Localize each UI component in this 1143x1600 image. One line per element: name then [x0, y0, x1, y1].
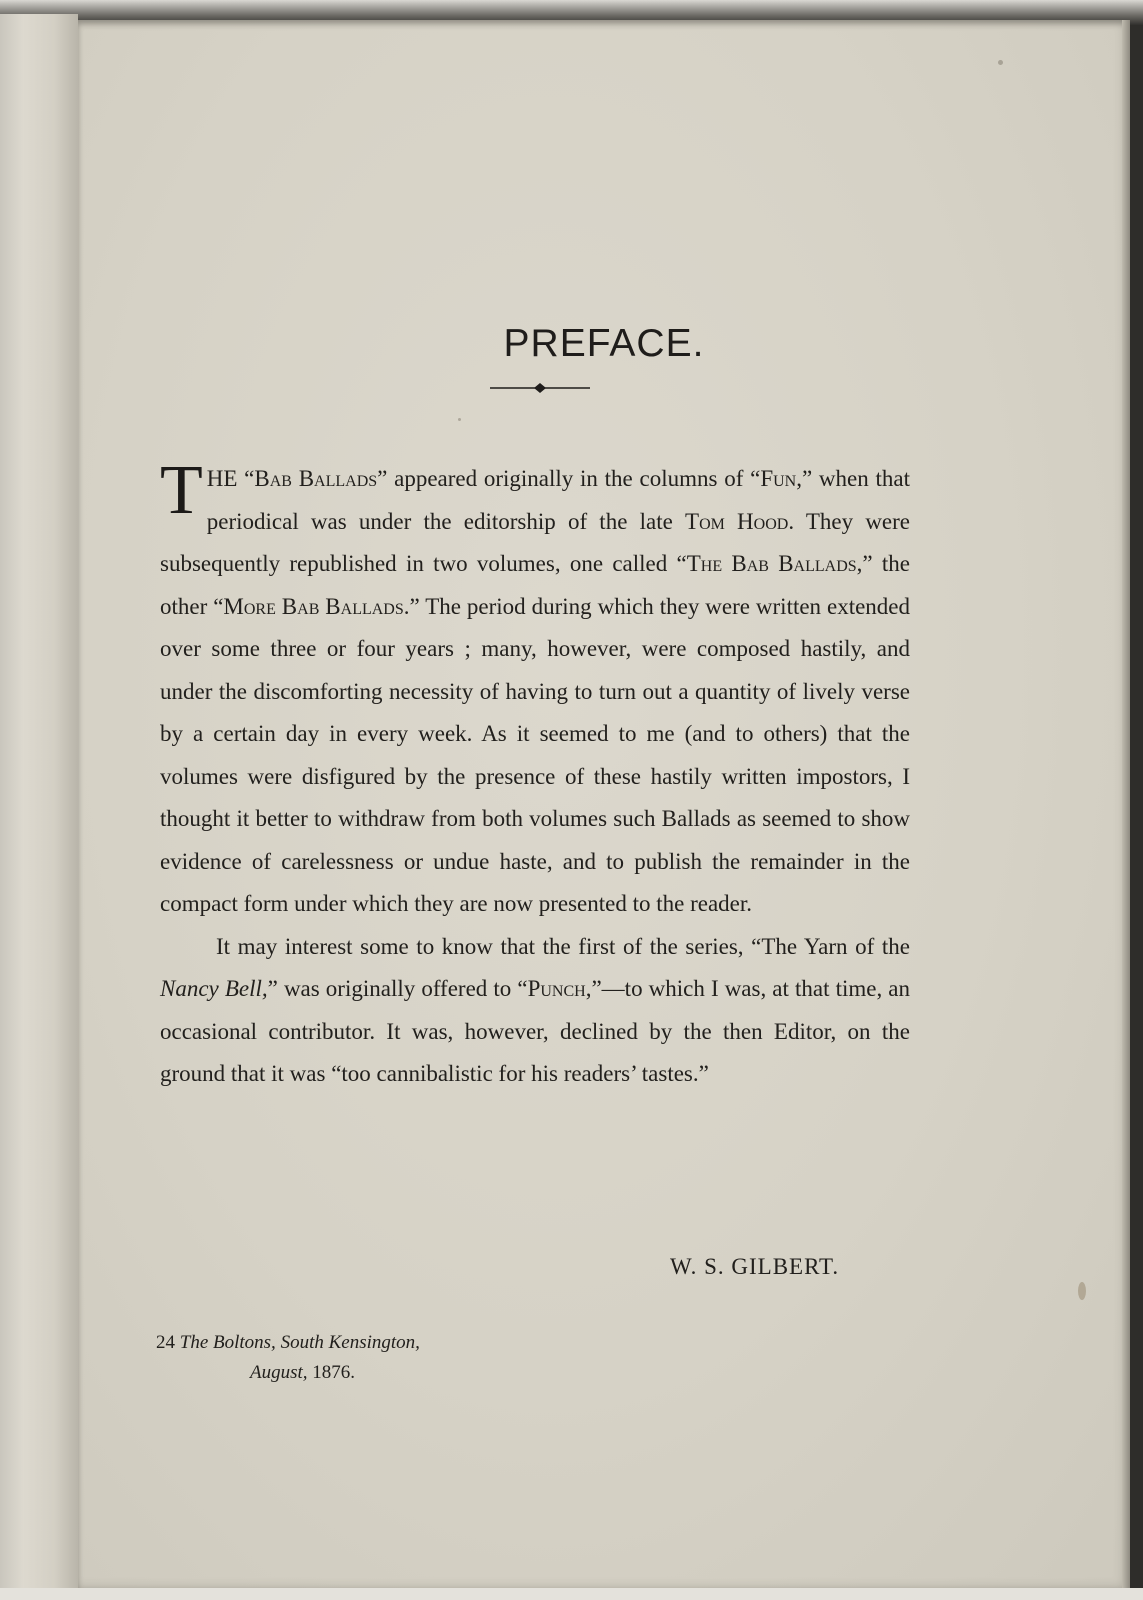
book-page	[78, 20, 1130, 1588]
date-line	[156, 1358, 420, 1388]
text-run-smallcaps: More Bab Ballads.	[223, 593, 410, 619]
text-run: ” when that periodical was under the editorship of the late	[206, 466, 910, 534]
month: August,	[250, 1362, 308, 1383]
preface-body	[160, 452, 911, 1096]
district-name: South Kensington,	[280, 1332, 420, 1353]
text-run: ” was originally offered to “	[267, 976, 528, 1001]
text-run: ”—to which I was, at that time, an occasional contributor. It was, however, declined by the then Editor, on the ground that it was “too cannibalistic for his readers’ tastes.”	[160, 976, 911, 1086]
text-run: ” the other “	[160, 551, 911, 619]
text-run-smallcaps: Tom Hood.	[685, 508, 795, 534]
drop-cap: T	[160, 452, 203, 529]
text-run-smallcaps: The Bab Ballads,	[686, 551, 863, 576]
author-signature: W. S. GILBERT.	[670, 1254, 840, 1279]
previous-page-edge	[0, 14, 78, 1600]
title-ornament-divider	[490, 382, 590, 394]
paper-speck	[998, 60, 1003, 65]
text-run: HE “	[206, 466, 255, 491]
text-run: ” appeared originally in the columns of “	[377, 466, 761, 491]
text-run-italic: Nancy Bell,	[160, 976, 268, 1001]
paper-speck	[458, 418, 461, 421]
book-bottom-edge	[0, 1588, 1143, 1600]
text-run-smallcaps: Punch,	[527, 976, 592, 1001]
paragraph-2	[160, 926, 910, 1096]
text-run-smallcaps: Fun,	[760, 466, 802, 491]
text-run: It may interest some to know that the first of the series, “The Yarn of the	[216, 933, 910, 959]
text-run: ” The period during which they were written extended over some three or four years ; many, however, were composed hastily, and under the discomforting necessity of having to turn out a quantity of lively verse by a certain day in every week. As it seemed to me (and to others) that the volumes were disfigured by the presence of these hastily written impostors, I thought it better to withdraw from both volumes such Ballads as seemed to show evidence of carelessness or undue haste, and to publish the remainder in the compact form under which they are now presented to the reader.	[160, 593, 911, 916]
page-edge	[1122, 20, 1130, 1588]
address-dateline	[156, 1328, 420, 1388]
year: 1876.	[312, 1362, 356, 1383]
paper-stain	[1078, 1282, 1086, 1300]
page-title: PREFACE.	[503, 322, 705, 366]
text-run-smallcaps: Bab Ballads	[254, 466, 378, 491]
text-run: They were subsequently republished in two volumes, one called “	[160, 508, 911, 576]
paragraph-1	[160, 452, 911, 926]
house-number: 24	[156, 1332, 175, 1353]
street-name: The Boltons,	[179, 1332, 276, 1353]
